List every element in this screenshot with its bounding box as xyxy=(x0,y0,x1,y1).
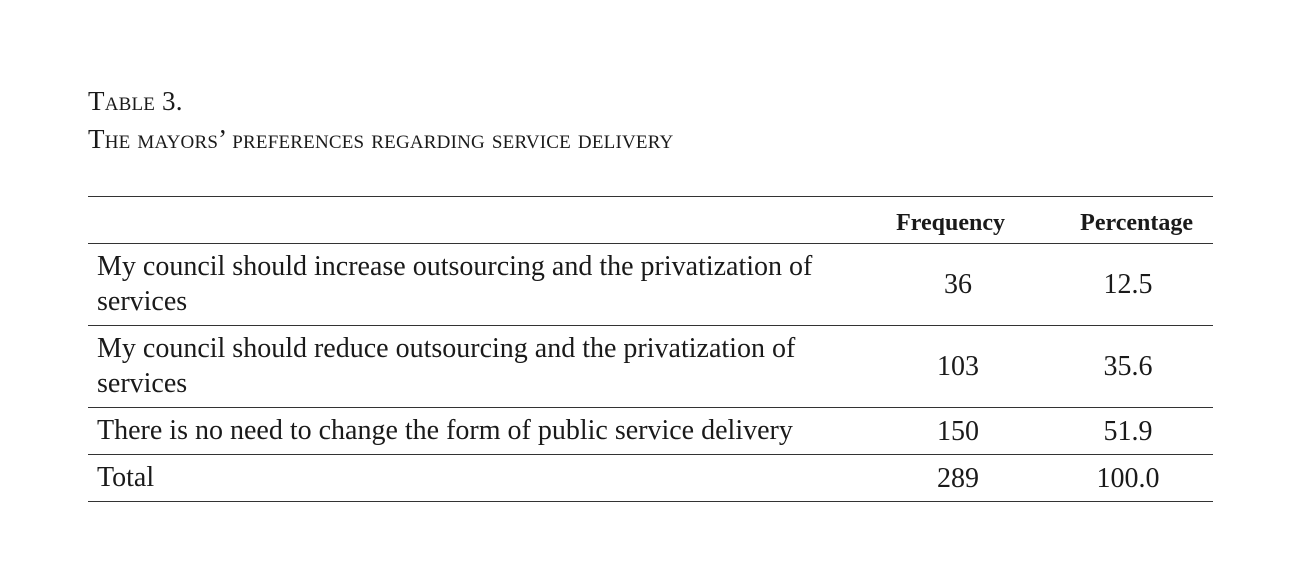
row-percentage: 51.9 xyxy=(1103,415,1153,447)
table-row xyxy=(88,326,1213,408)
header-frequency: Frequency xyxy=(896,210,1005,236)
header-percentage: Percentage xyxy=(1080,210,1193,236)
row-percentage: 35.6 xyxy=(1103,351,1153,382)
row-label: My council should reduce outsourcing and the privatization of services xyxy=(97,333,796,399)
row-label: My council should increase outsourcing and the privatization of services xyxy=(97,251,813,317)
total-row xyxy=(88,455,1213,502)
row-label: There is no need to change the form of public service delivery xyxy=(97,415,793,446)
total-frequency: 289 xyxy=(937,462,979,494)
table-row xyxy=(88,244,1213,326)
table-body xyxy=(88,244,1213,502)
table-number: Table 3. xyxy=(88,86,183,116)
row-frequency: 150 xyxy=(937,415,979,447)
total-label: Total xyxy=(97,462,155,493)
table-header xyxy=(88,197,1213,244)
table-caption xyxy=(88,82,1218,158)
header-row xyxy=(88,197,1213,244)
table-title: The mayors’ preferences regarding service delivery xyxy=(88,124,674,154)
header-label xyxy=(88,197,868,244)
total-percentage: 100.0 xyxy=(1096,462,1160,494)
table-row xyxy=(88,408,1213,455)
row-percentage: 12.5 xyxy=(1103,269,1153,300)
data-table xyxy=(88,196,1213,502)
row-frequency: 36 xyxy=(944,269,972,300)
row-frequency: 103 xyxy=(937,351,979,382)
